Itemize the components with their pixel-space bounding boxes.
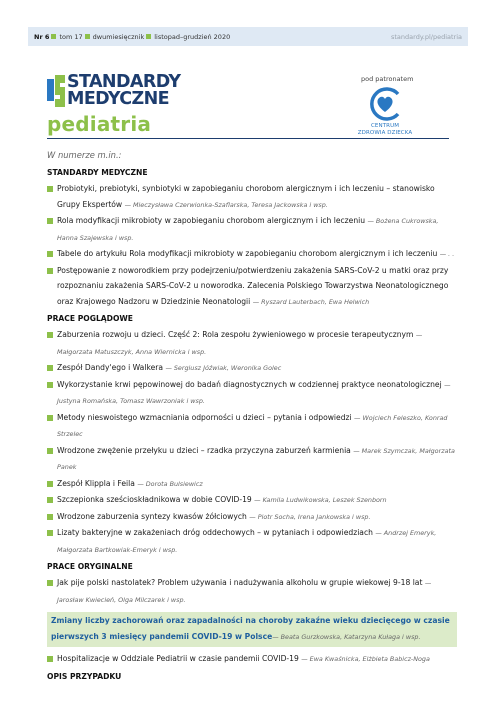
square-bullet-icon <box>47 365 53 371</box>
square-bullet-icon <box>47 251 53 257</box>
header-divider <box>47 138 449 139</box>
article-item[interactable] <box>47 263 457 311</box>
section-title: PRACE ORYGINALNE <box>47 562 133 571</box>
article-item[interactable] <box>47 575 457 608</box>
article-item[interactable] <box>47 246 457 263</box>
square-bullet-icon <box>47 415 53 421</box>
square-bullet-icon <box>47 218 53 224</box>
article-title: Wrodzone zaburzenia syntezy kwasów żółciowych <box>57 511 250 521</box>
square-bullet-icon <box>47 497 53 503</box>
issue-frequency: dwumiesięcznik <box>92 32 145 41</box>
article-authors: — Piotr Socha, Irena Jankowska i wsp. <box>249 512 371 521</box>
issue-number: Nr 6 <box>34 32 50 41</box>
article-title: Wrodzone zwężenie przełyku u dzieci – rzadka przyczyna zaburzeń karmienia <box>57 445 354 455</box>
article-title: Zespół Dandy'ego i Walkera <box>57 363 166 372</box>
article-title: Wykorzystanie krwi pępowinowej do badań diagnostycznych w codziennej praktyce neonatologicznej <box>57 379 445 389</box>
square-bullet-icon <box>47 382 53 388</box>
brand-line-2: MEDYCZNE <box>67 89 170 109</box>
article-title: Rola modyfikacji mikrobioty w zapobieganiu chorobom alergicznym i ich leczeniu <box>57 216 368 225</box>
patron-name <box>350 123 420 137</box>
patron-name-line-1: CENTRUM <box>370 123 400 129</box>
article-title: Hospitalizacje w Oddziale Pediatrii w czasie pandemii COVID-19 <box>57 654 302 663</box>
section-title: PRACE POGLĄDOWE <box>47 314 133 323</box>
square-bullet-icon <box>85 34 90 39</box>
square-bullet-icon <box>51 34 56 39</box>
article-authors: — Andrzej Emeryk, Małgorzata Bartkowiak-Emeryk i wsp. <box>57 529 437 554</box>
patron-label: pod patronatem <box>361 75 414 83</box>
article-authors: — Małgorzata Matuszczyk, Anna Wiernicka i wsp. <box>57 331 423 356</box>
article-title: Szczepionka sześcioskładnikowa w dobie COVID-19 <box>57 495 255 504</box>
brand-line-1: STANDARDY <box>67 72 181 92</box>
article-authors: — Marek Szymczak, Małgorzata Panek <box>57 446 455 471</box>
article-title: Lizaty bakteryjne w zakażeniach dróg oddechowych – w pytaniach i odpowiedziach <box>57 528 376 537</box>
article-authors: — Jarosław Kwiecień, Olga Milczarek i wsp. <box>57 579 432 604</box>
article-authors: — . . <box>439 250 455 258</box>
issue-bar <box>28 27 468 46</box>
article-authors: — Wojciech Feleszko, Konrad Strzelec <box>57 413 448 438</box>
journal-url[interactable]: standardy.pl/pediatria <box>391 32 462 41</box>
square-bullet-icon <box>47 580 53 586</box>
article-item[interactable] <box>47 651 457 668</box>
article-title: Zaburzenia rozwoju u dzieci. Część 2: Rola zespołu żywieniowego w procesie terapeutycznym <box>57 330 416 339</box>
square-bullet-icon <box>47 448 53 454</box>
square-bullet-icon <box>47 656 53 662</box>
patron-name-line-2: ZDROWIA DZIECKA <box>357 130 413 136</box>
article-authors: — Justyna Romańska, Tomasz Wawrzoniak i wsp. <box>57 380 451 405</box>
article-authors: — Sergiusz Jóźwiak, Weronika Golec <box>165 364 282 372</box>
article-authors: — Dorota Bulsiewicz <box>137 479 203 488</box>
article-title: Zmiany liczby zachorowań oraz zapadalności na choroby zakaźne wieku dziecięcego w czasie pierwszych 3 miesięcy pandemii COVID-19 w Polsce <box>51 616 450 641</box>
article-item[interactable] <box>47 377 457 410</box>
article-authors: — Bożena Cukrowska, Hanna Szajewska i wsp. <box>57 217 439 242</box>
journal-title: pediatria <box>47 112 152 136</box>
article-title: Tabele do artykułu Rola modyfikacji mikrobioty w zapobieganiu chorobom alergicznym i ich leczeniu <box>57 249 440 258</box>
article-authors: — Beata Gurzkowska, Katarzyna Kułaga i wsp. <box>272 632 421 641</box>
article-authors: — Ewa Kwaśnicka, Elżbieta Babicz-Noga <box>301 655 430 663</box>
article-item[interactable] <box>47 213 457 246</box>
square-bullet-icon <box>47 268 53 274</box>
square-bullet-icon <box>47 514 53 520</box>
article-item[interactable] <box>47 525 457 558</box>
article-authors: — Kamila Ludwikowska, Leszek Szenborn <box>254 496 387 504</box>
article-authors: — Ryszard Lauterbach, Ewa Helwich <box>252 297 370 306</box>
section-title: STANDARDY MEDYCZNE <box>47 168 148 177</box>
square-bullet-icon <box>146 34 151 39</box>
article-authors: — Mieczysława Czerwionka-Szaflarska, Teresa Jackowska i wsp. <box>124 200 328 209</box>
issue-info <box>34 33 230 41</box>
article-item[interactable] <box>47 476 457 493</box>
article-title: Postępowanie z noworodkiem przy podejrzeniu/potwierdzeniu zakażenia SARS-CoV-2 u matki oraz przy rozpoznaniu zakażenia SARS-CoV-2 u noworodka. Zalecenia Polskiego Towarzystwa Neonatologicznego oraz Krajowego Nadzoru w Dziedzinie Neonatologii <box>57 265 449 306</box>
contents-intro: W numerze m.in.: <box>47 150 122 160</box>
table-of-contents <box>47 167 457 685</box>
square-bullet-icon <box>47 186 53 192</box>
article-title: Zespół Klippla i Feila <box>57 478 138 488</box>
article-title: Jak pije polski nastolatek? Problem używania i nadużywania alkoholu w grupie wiekowej 9-18 lat <box>57 578 425 587</box>
article-item[interactable] <box>47 612 457 647</box>
article-item[interactable] <box>47 509 457 526</box>
square-bullet-icon <box>47 332 53 338</box>
article-item[interactable] <box>47 360 457 377</box>
square-bullet-icon <box>47 481 53 487</box>
czd-heart-logo-icon <box>367 86 403 122</box>
article-item[interactable] <box>47 443 457 476</box>
square-bullet-icon <box>47 530 53 536</box>
article-title: Probiotyki, prebiotyki, synbiotyki w zapobieganiu chorobom alergicznym i ich leczeniu – stanowisko Grupy Ekspertów <box>57 184 435 209</box>
issue-date: listopad–grudzień 2020 <box>154 32 231 41</box>
article-title: Metody nieswoistego wzmacniania odporności u dzieci – pytania i odpowiedzi <box>57 412 355 422</box>
article-item[interactable] <box>47 181 457 213</box>
article-item[interactable] <box>47 492 457 509</box>
article-item[interactable] <box>47 410 457 443</box>
issue-volume: tom 17 <box>59 32 83 41</box>
section-title: OPIS PRZYPADKU <box>47 671 122 681</box>
standardy-logo-icon <box>47 75 65 107</box>
article-item[interactable] <box>47 327 457 360</box>
